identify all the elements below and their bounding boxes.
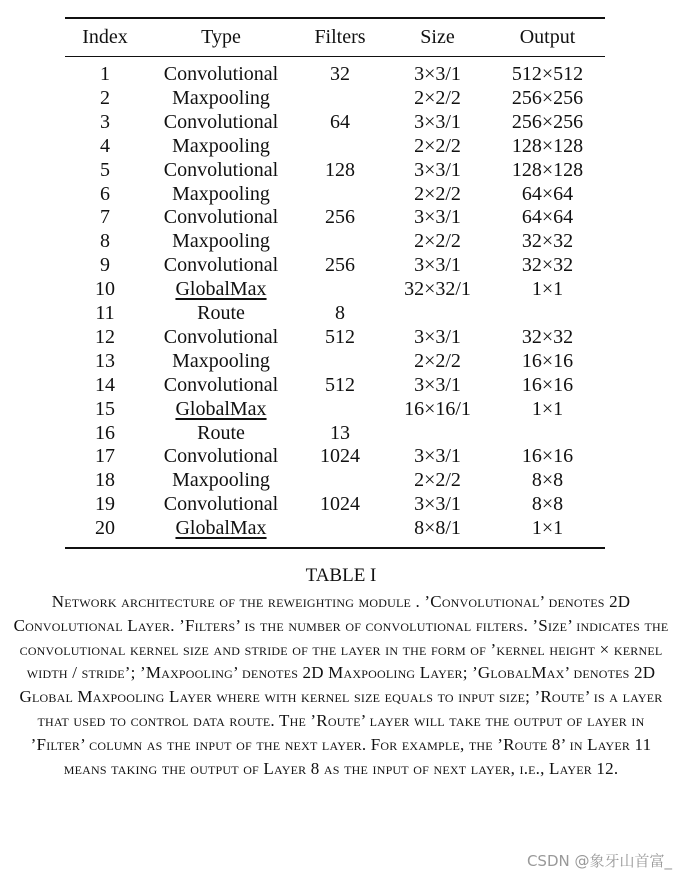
cell-output: 1×1 bbox=[531, 517, 564, 540]
cell-index: 6 bbox=[100, 182, 110, 205]
cell-output: 64×64 bbox=[521, 206, 574, 229]
cell-output: 16×16 bbox=[521, 349, 574, 372]
cell-index: 18 bbox=[95, 469, 115, 492]
cell-output: 16×16 bbox=[521, 373, 574, 396]
cell-type: Maxpooling bbox=[172, 86, 270, 109]
cell-size: 32×32/1 bbox=[404, 278, 471, 301]
cell-output: 32×32 bbox=[521, 230, 574, 253]
cell-type: Convolutional bbox=[163, 110, 279, 133]
cell-index: 2 bbox=[100, 86, 110, 109]
cell-output: 1×1 bbox=[531, 278, 564, 301]
cell-output: 8×8 bbox=[531, 493, 564, 516]
cell-filters: 512 bbox=[325, 373, 355, 396]
cell-filters: 8 bbox=[335, 302, 345, 324]
caption-title: TABLE I bbox=[305, 565, 377, 586]
cell-index: 8 bbox=[100, 230, 110, 253]
cell-output: 128×128 bbox=[511, 134, 584, 157]
cell-type: Convolutional bbox=[163, 493, 279, 516]
cell-output: 32×32 bbox=[521, 325, 574, 348]
table-header-rule bbox=[65, 56, 605, 57]
cell-type: GlobalMax bbox=[175, 278, 267, 301]
cell-size: 3×3/1 bbox=[414, 206, 461, 229]
cell-type: Maxpooling bbox=[172, 182, 270, 205]
header-index: Index bbox=[82, 26, 128, 48]
cell-filters: 512 bbox=[325, 325, 355, 348]
cell-size: 3×3/1 bbox=[414, 325, 461, 348]
cell-index: 20 bbox=[95, 517, 115, 540]
cell-size: 3×3/1 bbox=[414, 493, 461, 516]
cell-type: Convolutional bbox=[163, 325, 279, 348]
cell-size: 8×8/1 bbox=[414, 517, 461, 540]
table-top-rule bbox=[65, 17, 605, 19]
cell-index: 11 bbox=[95, 302, 115, 324]
cell-index: 14 bbox=[95, 373, 115, 396]
cell-index: 5 bbox=[100, 158, 110, 181]
cell-type: Route bbox=[197, 302, 245, 324]
cell-size: 3×3/1 bbox=[414, 63, 461, 85]
cell-output: 8×8 bbox=[531, 469, 564, 492]
cell-size: 2×2/2 bbox=[414, 349, 461, 372]
cell-type: Convolutional bbox=[163, 373, 279, 396]
cell-filters: 1024 bbox=[320, 493, 360, 516]
caption-body: Network architecture of the reweighting module . ’Convolutional’ denotes 2D Convolutional Layer. ’Filters’ is the number of convolutional filters. ’Size’ indicates the convolutional kernel size and stride of the layer in the form of ’kernel height × kernel width / stride’; ’Maxpooling’ denotes 2D Maxpooling Layer; ’GlobalMax’ denotes 2D Global Maxpooling Layer where with kernel size equals to input size; ’Route’ is a layer that used to control data route. The ’Route’ layer will take the output of layer in ’Filter’ column as the input of the next layer. For example, the ’Route 8’ in Layer 11 means taking the output of Layer 8 as the input of next layer, i.e., Layer 12. bbox=[13, 592, 669, 778]
cell-type: Maxpooling bbox=[172, 469, 270, 492]
cell-size: 3×3/1 bbox=[414, 158, 461, 181]
cell-size: 2×2/2 bbox=[414, 182, 461, 205]
cell-index: 4 bbox=[100, 134, 110, 157]
cell-type: Maxpooling bbox=[172, 349, 270, 372]
cell-output: 64×64 bbox=[521, 182, 574, 205]
watermark: CSDN @象牙山首富_ bbox=[526, 852, 672, 870]
cell-filters: 128 bbox=[325, 158, 355, 181]
table-bottom-rule bbox=[65, 547, 605, 549]
cell-index: 16 bbox=[95, 421, 115, 444]
cell-filters: 256 bbox=[325, 206, 355, 229]
cell-size: 2×2/2 bbox=[414, 134, 461, 157]
cell-type: GlobalMax bbox=[175, 397, 267, 420]
cell-type: Maxpooling bbox=[172, 230, 270, 253]
header-output: Output bbox=[519, 26, 576, 48]
cell-type: Convolutional bbox=[163, 445, 279, 468]
cell-filters: 64 bbox=[330, 110, 350, 133]
cell-size: 3×3/1 bbox=[414, 445, 461, 468]
cell-type: Convolutional bbox=[163, 63, 279, 85]
cell-size: 3×3/1 bbox=[414, 110, 461, 133]
cell-size: 3×3/1 bbox=[414, 254, 461, 277]
cell-output: 1×1 bbox=[531, 397, 564, 420]
header-type: Type bbox=[201, 26, 241, 48]
cell-index: 17 bbox=[95, 445, 115, 468]
cell-output: 256×256 bbox=[511, 86, 584, 109]
cell-index: 15 bbox=[95, 397, 115, 420]
cell-output: 256×256 bbox=[511, 110, 584, 133]
cell-type: GlobalMax bbox=[175, 517, 267, 540]
cell-size: 3×3/1 bbox=[414, 373, 461, 396]
cell-index: 3 bbox=[100, 110, 110, 133]
cell-output: 512×512 bbox=[511, 63, 584, 85]
cell-index: 13 bbox=[95, 349, 115, 372]
cell-size: 2×2/2 bbox=[414, 469, 461, 492]
cell-index: 7 bbox=[100, 206, 110, 229]
cell-filters: 1024 bbox=[320, 445, 360, 468]
cell-output: 128×128 bbox=[511, 158, 584, 181]
cell-filters: 32 bbox=[330, 63, 350, 85]
cell-filters: 13 bbox=[330, 421, 350, 444]
cell-type: Convolutional bbox=[163, 158, 279, 181]
cell-index: 12 bbox=[95, 325, 115, 348]
cell-size: 16×16/1 bbox=[404, 397, 471, 420]
header-filters: Filters bbox=[314, 26, 366, 48]
cell-size: 2×2/2 bbox=[414, 230, 461, 253]
cell-index: 9 bbox=[100, 254, 110, 277]
cell-index: 19 bbox=[95, 493, 115, 516]
cell-filters: 256 bbox=[325, 254, 355, 277]
cell-size: 2×2/2 bbox=[414, 86, 461, 109]
cell-index: 10 bbox=[95, 278, 115, 301]
cell-output: 16×16 bbox=[521, 445, 574, 468]
header-size: Size bbox=[420, 26, 455, 48]
cell-output: 32×32 bbox=[521, 254, 574, 277]
cell-type: Route bbox=[197, 421, 245, 444]
cell-index: 1 bbox=[100, 63, 110, 85]
cell-type: Maxpooling bbox=[172, 134, 270, 157]
cell-type: Convolutional bbox=[163, 254, 279, 277]
cell-type: Convolutional bbox=[163, 206, 279, 229]
